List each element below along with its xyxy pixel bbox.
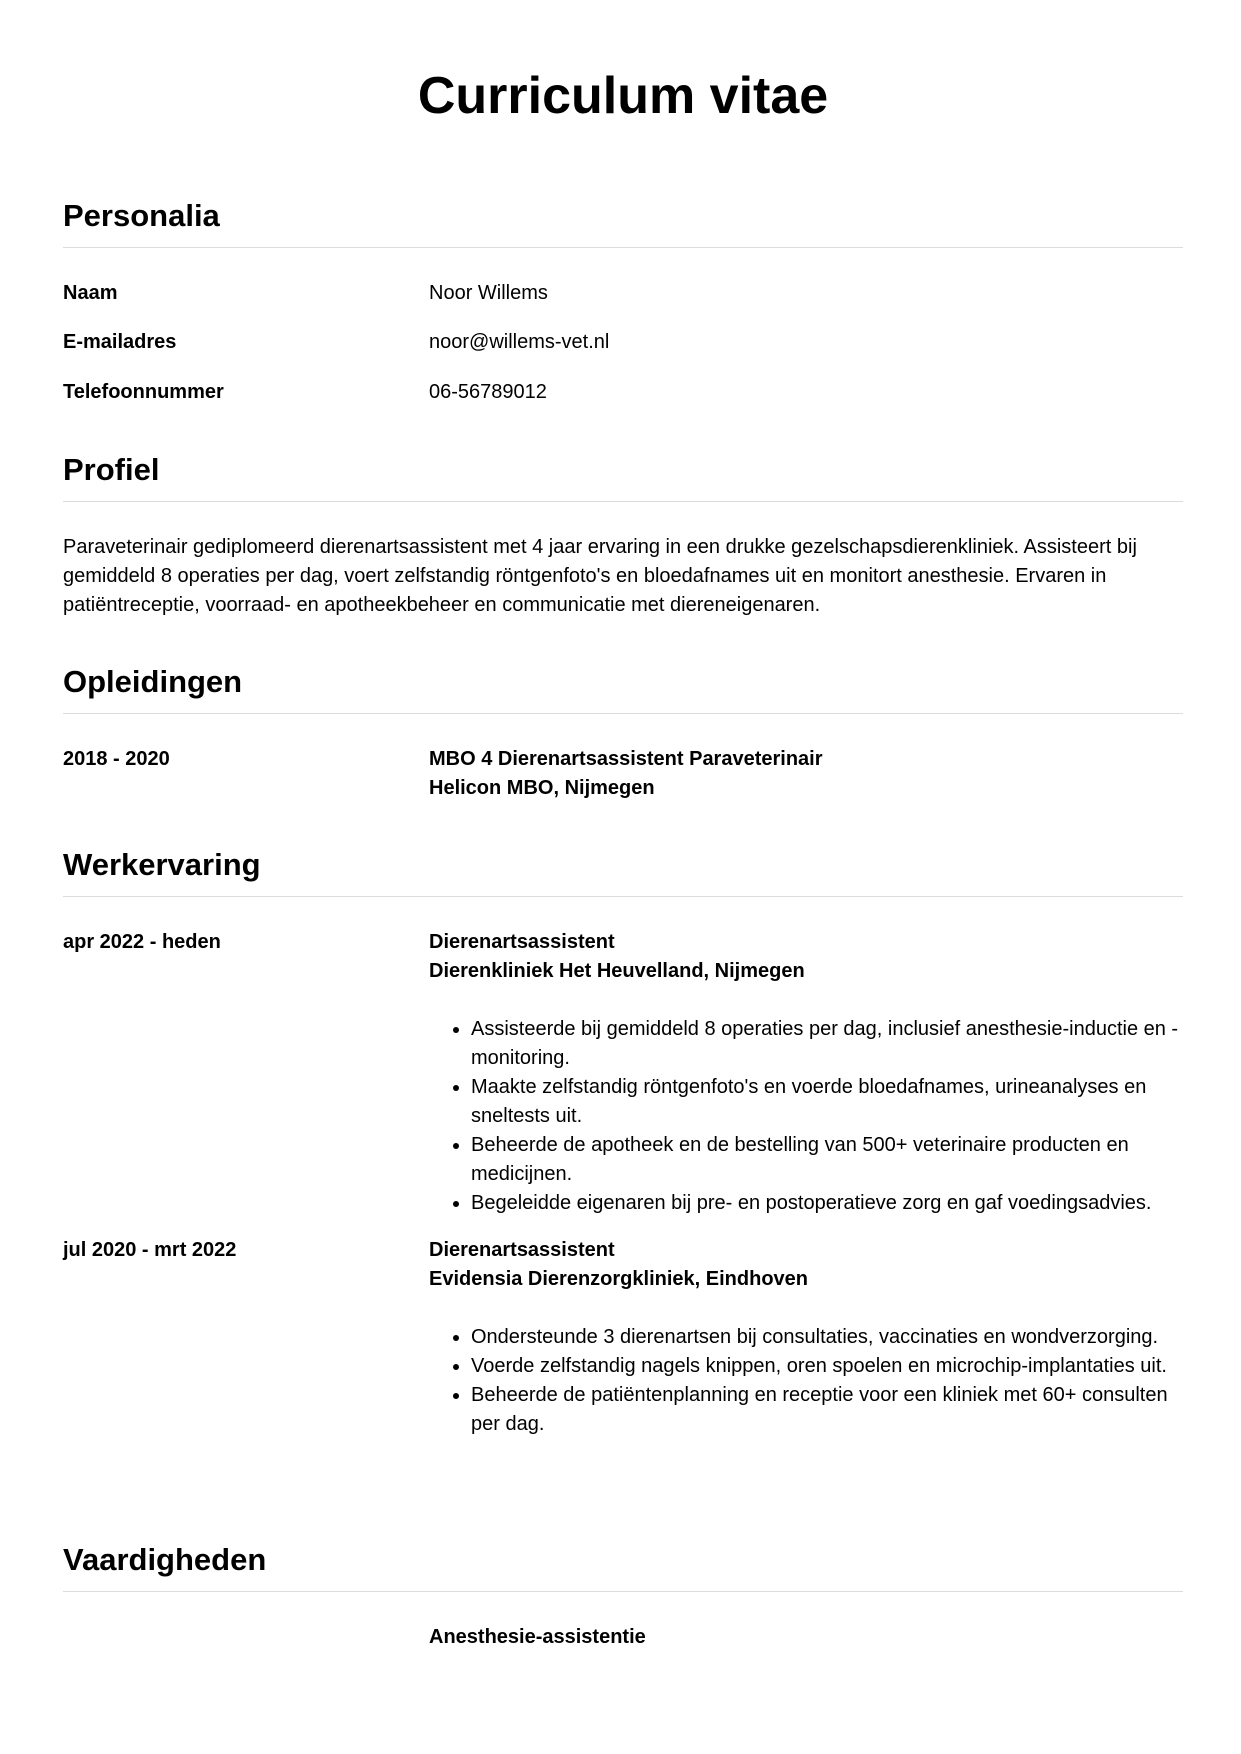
personalia-value: Noor Willems <box>429 282 548 304</box>
education-title: MBO 4 Dierenartsassistent Paraveterinair <box>429 748 823 770</box>
work-title: Dierenartsassistent <box>429 1239 615 1261</box>
work-bullet: • Maakte zelfstandig röntgenfoto's en voerde bloedafnames, urineanalyses en sneltests uit. <box>471 1073 1183 1131</box>
work-bullets <box>429 1015 1183 1218</box>
personalia-value: 06-56789012 <box>429 381 547 403</box>
work-period: apr 2022 - heden <box>63 931 221 953</box>
personalia-label: Telefoonnummer <box>63 381 224 403</box>
work-bullet: • Assisteerde bij gemiddeld 8 operaties per dag, inclusief anesthesie-inductie en -monitoring. <box>471 1015 1183 1073</box>
personalia-value: noor@willems-vet.nl <box>429 331 610 353</box>
personalia-label: E-mailadres <box>63 331 177 353</box>
section-opleidingen <box>63 662 1183 714</box>
section-werkervaring <box>63 845 1183 897</box>
work-bullet: • Begeleidde eigenaren bij pre- en postoperatieve zorg en gaf voedingsadvies. <box>471 1189 1183 1218</box>
work-details <box>429 1236 1183 1439</box>
work-bullet: • Beheerde de apotheek en de bestelling van 500+ veterinaire producten en medicijnen. <box>471 1131 1183 1189</box>
work-employer: Evidensia Dierenzorgkliniek, Eindhoven <box>429 1268 808 1290</box>
work-bullet: • Beheerde de patiëntenplanning en receptie voor een kliniek met 60+ consulten per dag. <box>471 1381 1183 1439</box>
personalia-label: Naam <box>63 282 118 304</box>
section-heading-vaardigheden: Vaardigheden <box>63 1540 1183 1592</box>
skill-item: Anesthesie-assistentie <box>429 1626 646 1648</box>
work-bullet: • Ondersteunde 3 dierenartsen bij consultaties, vaccinaties en wondverzorging. <box>471 1323 1183 1352</box>
work-bullet: • Voerde zelfstandig nagels knippen, oren spoelen en microchip-implantaties uit. <box>471 1352 1183 1381</box>
section-heading-profiel: Profiel <box>63 450 1183 502</box>
section-heading-personalia: Personalia <box>63 196 1183 248</box>
section-heading-werkervaring: Werkervaring <box>63 845 1183 897</box>
education-institution: Helicon MBO, Nijmegen <box>429 777 655 799</box>
section-personalia <box>63 196 1183 248</box>
document-title: Curriculum vitae <box>417 67 829 125</box>
profile-text: Paraveterinair gediplomeerd dierenartsassistent met 4 jaar ervaring in een drukke gezelschapsdierenkliniek. Assisteert bij gemiddeld 8 operaties per dag, voert zelfstandig röntgenfoto's en bloedafnames uit en monitort anesthesie. Ervaren in patiëntreceptie, voorraad- en apotheekbeheer en communicatie met diereneigenaren. <box>63 536 1137 616</box>
education-details <box>429 745 1183 803</box>
work-period: jul 2020 - mrt 2022 <box>63 1239 237 1261</box>
section-profiel <box>63 450 1183 502</box>
section-vaardigheden <box>63 1540 1183 1592</box>
education-period: 2018 - 2020 <box>63 748 170 770</box>
work-bullets <box>429 1323 1183 1439</box>
work-title: Dierenartsassistent <box>429 931 615 953</box>
section-heading-opleidingen: Opleidingen <box>63 662 1183 714</box>
work-employer: Dierenkliniek Het Heuvelland, Nijmegen <box>429 960 805 982</box>
work-details <box>429 928 1183 1218</box>
